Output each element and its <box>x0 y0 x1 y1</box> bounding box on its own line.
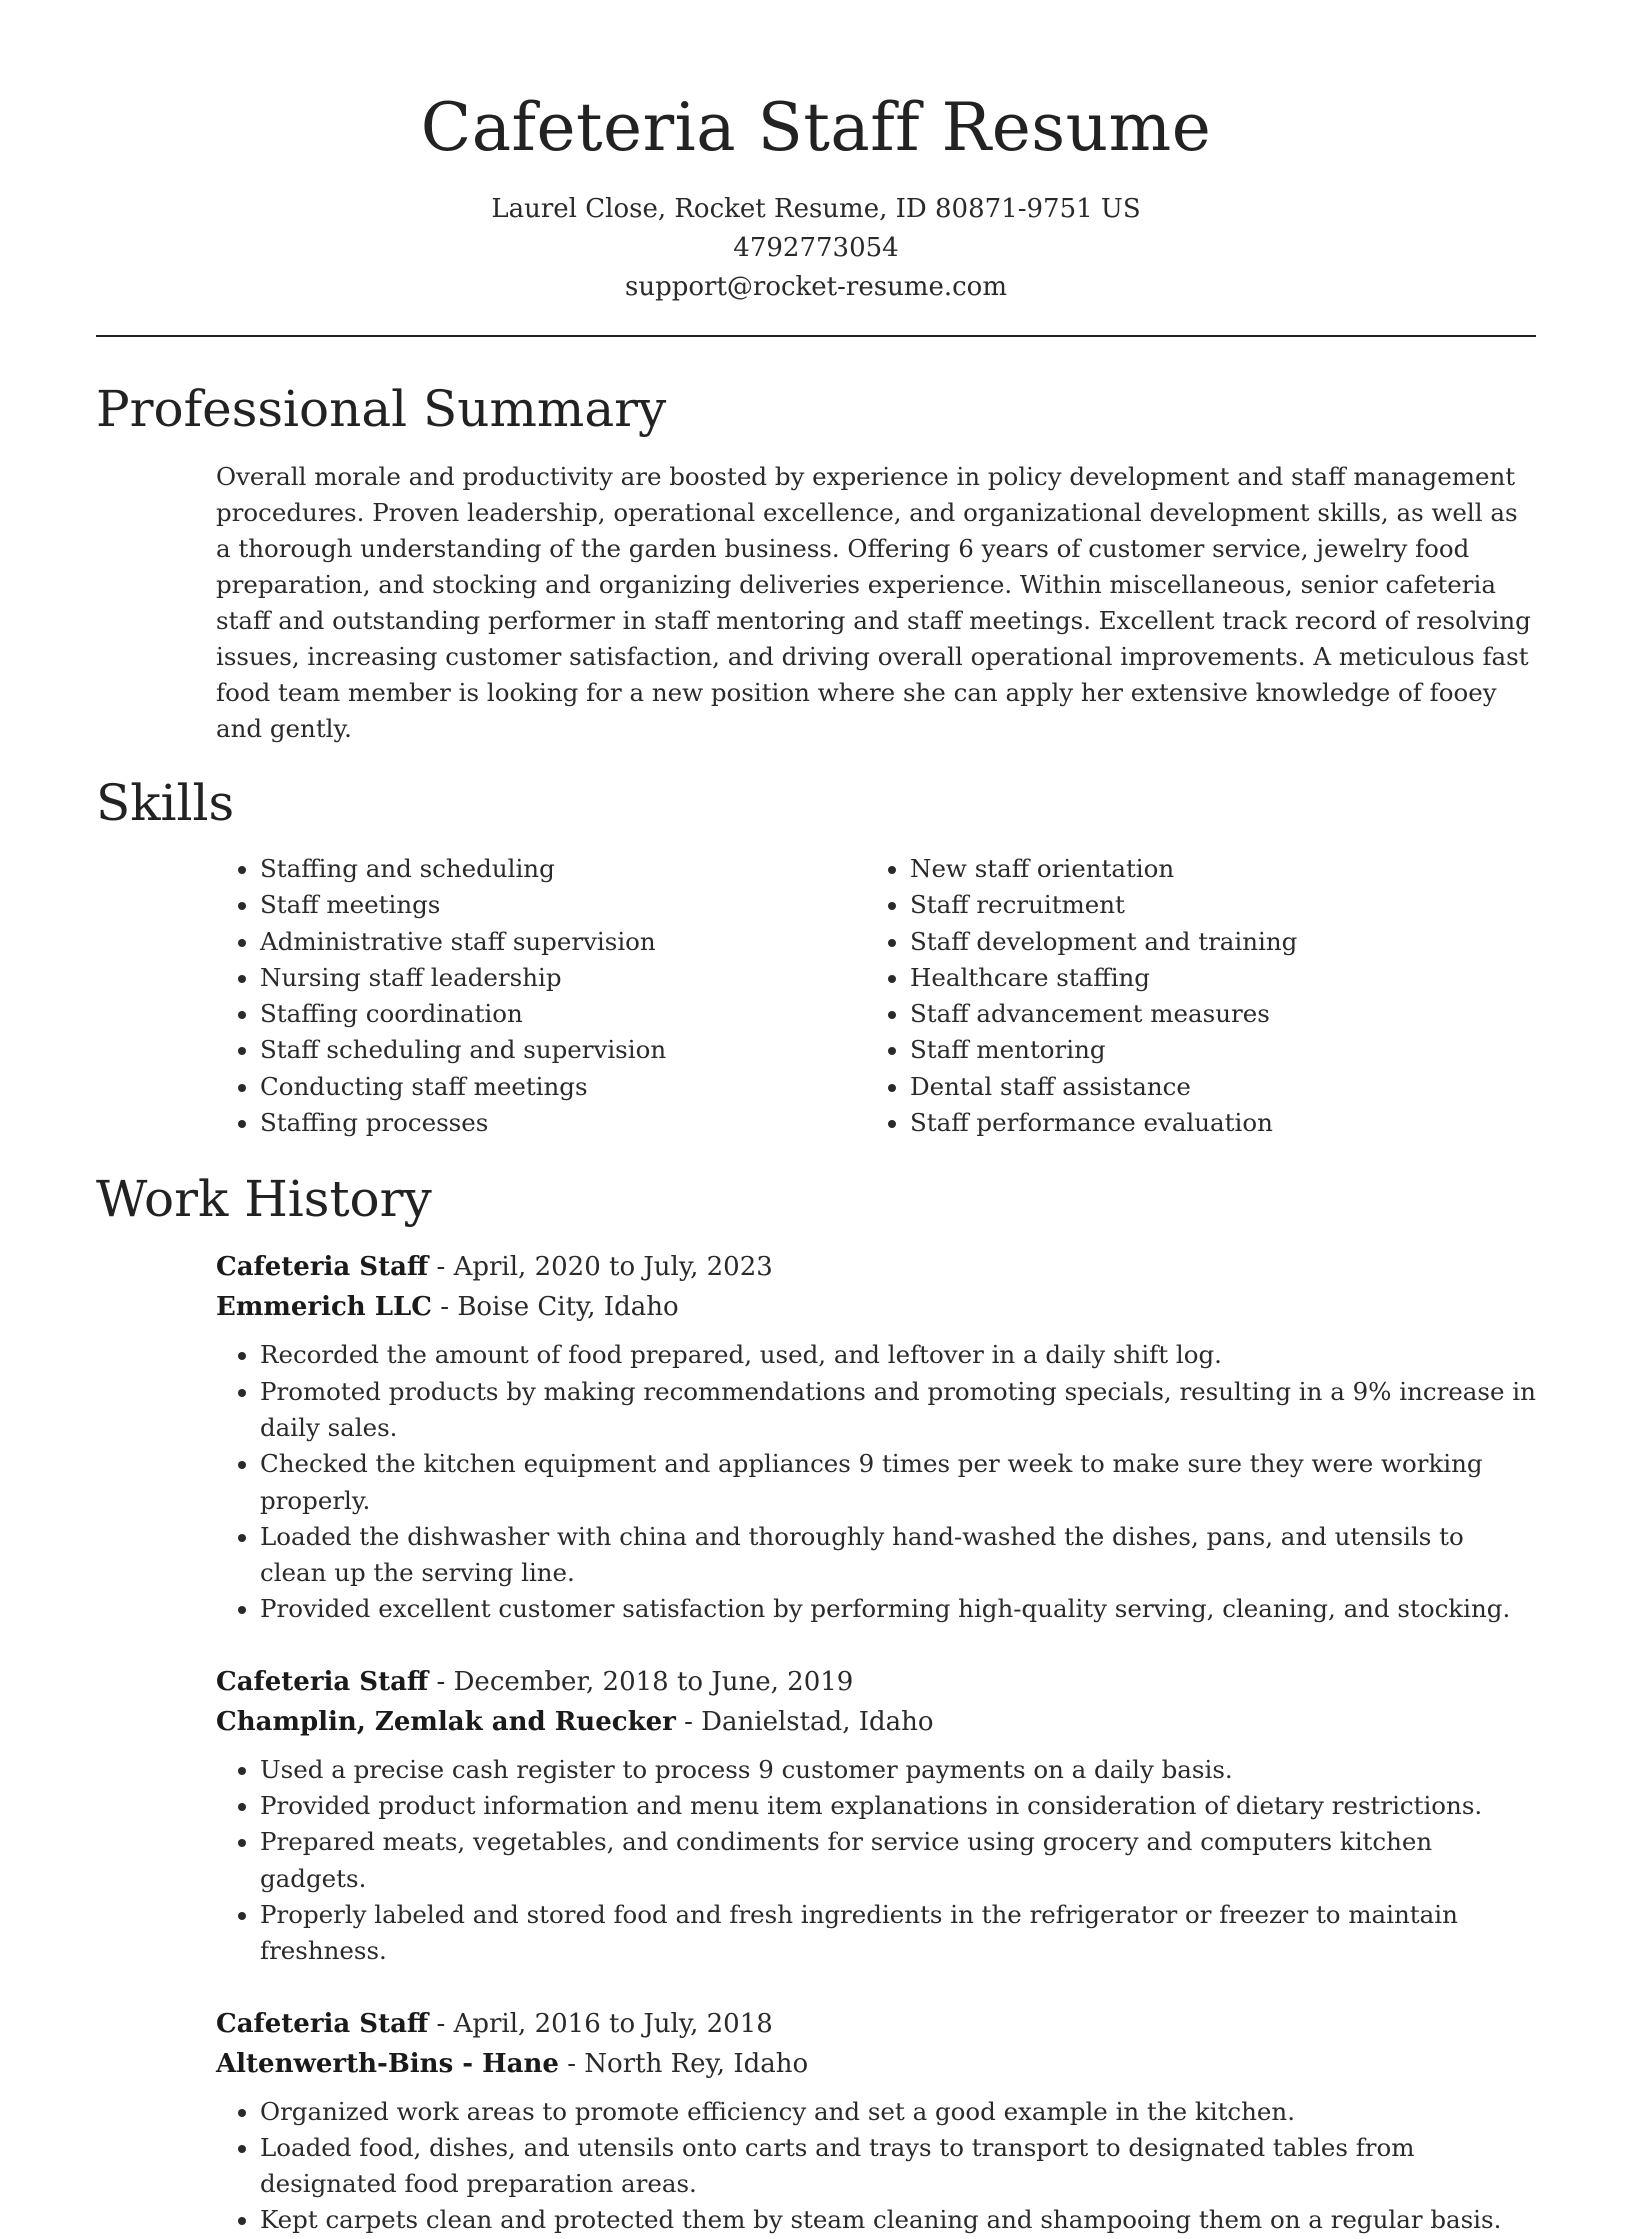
job-location: - North Rey, Idaho <box>558 2048 809 2079</box>
job-company-line <box>216 1287 1536 1327</box>
job-entry <box>216 1247 1536 1627</box>
skill-item: • Healthcare staffing <box>910 960 1510 996</box>
skills-heading: Skills <box>96 774 235 832</box>
job-title-line <box>216 1662 1536 1702</box>
skill-item: • Conducting staff meetings <box>260 1069 866 1105</box>
skill-item: • Staff meetings <box>260 887 866 923</box>
work-history-heading: Work History <box>96 1170 432 1229</box>
job-bullet: • Provided product information and menu item explanations in consideration of dietary restrictions. <box>260 1788 1536 1824</box>
job-location: - Boise City, Idaho <box>432 1292 679 1323</box>
job-title: Cafeteria Staff <box>216 1252 429 1283</box>
job-company-line <box>216 1702 1536 1742</box>
job-title: Cafeteria Staff <box>216 1666 429 1697</box>
job-title: Cafeteria Staff <box>216 2008 429 2039</box>
skill-item: • Staff advancement measures <box>910 996 1510 1032</box>
job-bullet: • Kept carpets clean and protected them by steam cleaning and shampooing them on a regular basis. <box>260 2202 1536 2238</box>
job-bullets <box>216 2094 1536 2239</box>
skill-item: • Staffing coordination <box>260 996 866 1032</box>
job-entry <box>216 2004 1536 2239</box>
skill-item: • Staff performance evaluation <box>910 1105 1510 1141</box>
skill-item: • Administrative staff supervision <box>260 924 866 960</box>
job-bullet: • Organized work areas to promote efficiency and set a good example in the kitchen. <box>260 2094 1536 2130</box>
skill-item: • Staff development and training <box>910 924 1510 960</box>
job-bullet: • Loaded food, dishes, and utensils onto carts and trays to transport to designated tables from designated food preparation areas. <box>260 2130 1536 2203</box>
job-bullets <box>216 1752 1536 1970</box>
job-bullet: • Used a precise cash register to process 9 customer payments on a daily basis. <box>260 1752 1536 1788</box>
skills-grid <box>216 851 1536 1141</box>
skill-item: • Dental staff assistance <box>910 1069 1510 1105</box>
skill-item: • Staffing processes <box>260 1105 866 1141</box>
resume-page <box>96 0 1536 2239</box>
phone-number: 4792773054 <box>733 233 899 263</box>
resume-title: Cafeteria Staff Resume <box>420 89 1212 166</box>
job-bullet: • Checked the kitchen equipment and appliances 9 times per week to make sure they were working properly. <box>260 1446 1536 1519</box>
job-bullet: • Provided excellent customer satisfaction by performing high-quality serving, cleaning, and stocking. <box>260 1591 1536 1627</box>
contact-block <box>96 190 1536 307</box>
job-bullet: • Loaded the dishwasher with china and thoroughly hand-washed the dishes, pans, and utensils to clean up the serving line. <box>260 1519 1536 1592</box>
job-bullet: • Promoted products by making recommendations and promoting specials, resulting in a 9% increase in daily sales. <box>260 1374 1536 1447</box>
job-company: Champlin, Zemlak and Ruecker <box>216 1706 676 1737</box>
address: Laurel Close, Rocket Resume, ID 80871-9751 US <box>491 194 1141 224</box>
job-bullet: • Properly labeled and stored food and fresh ingredients in the refrigerator or freezer to maintain freshness. <box>260 1897 1536 1970</box>
skills-column-left <box>216 851 866 1141</box>
job-entry <box>216 1662 1536 1970</box>
job-bullet: • Prepared meats, vegetables, and condiments for service using grocery and computers kitchen gadgets. <box>260 1824 1536 1897</box>
job-title-line <box>216 2004 1536 2044</box>
summary-text: Overall morale and productivity are boosted by experience in policy development and staff management procedures. Proven leadership, operational excellence, and organizational development skills, as well as a thorough understanding of the garden business. Offering 6 years of customer service, jewelry food preparation, and stocking and organizing deliveries experience. Within miscellaneous, senior cafeteria staff and outstanding performer in staff mentoring and staff meetings. Excellent track record of resolving issues, increasing customer satisfaction, and driving overall operational improvements. A meticulous fast food team member is looking for a new position where she can apply her extensive knowledge of fooey and gently. <box>216 462 1531 743</box>
skill-item: • Staffing and scheduling <box>260 851 866 887</box>
job-dates: - April, 2016 to July, 2018 <box>428 2008 773 2039</box>
job-company-line <box>216 2044 1536 2084</box>
job-location: - Danielstad, Idaho <box>675 1706 934 1737</box>
job-title-line <box>216 1247 1536 1287</box>
summary-heading: Professional Summary <box>96 380 667 438</box>
job-company: Emmerich LLC <box>216 1292 432 1323</box>
job-dates: - April, 2020 to July, 2023 <box>428 1252 773 1283</box>
skill-item: • New staff orientation <box>910 851 1510 887</box>
job-company: Altenwerth-Bins - Hane <box>216 2048 559 2079</box>
skill-item: • Staff mentoring <box>910 1032 1510 1068</box>
job-bullet: • Recorded the amount of food prepared, used, and leftover in a daily shift log. <box>260 1337 1536 1373</box>
email-address: support@rocket-resume.com <box>624 272 1007 302</box>
skill-item: • Nursing staff leadership <box>260 960 866 996</box>
job-dates: - December, 2018 to June, 2019 <box>428 1666 854 1697</box>
skill-item: • Staff recruitment <box>910 887 1510 923</box>
skills-column-right <box>866 851 1510 1141</box>
job-bullets <box>216 1337 1536 1627</box>
header-divider <box>96 335 1536 337</box>
skill-item: • Staff scheduling and supervision <box>260 1032 866 1068</box>
